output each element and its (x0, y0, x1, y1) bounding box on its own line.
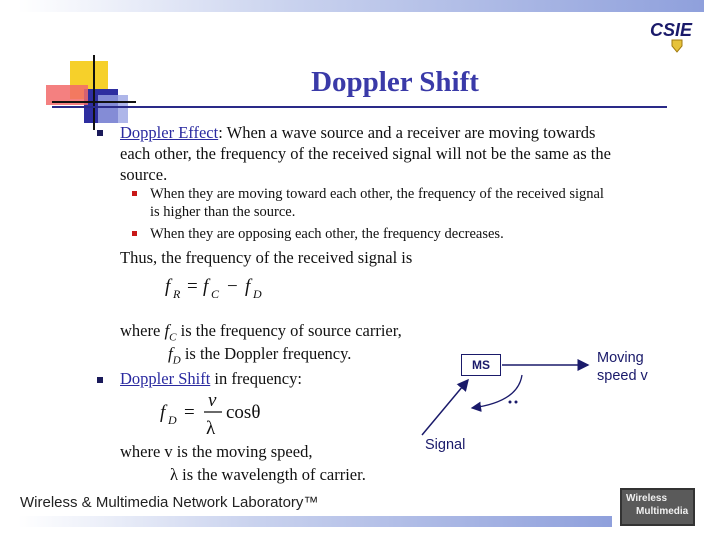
sub-bullet-text: When they are moving toward each other, the frequency of the received signal is higher than the source. (150, 186, 604, 220)
doppler-effect-link[interactable]: Doppler Effect (120, 123, 219, 142)
svg-text:R: R (173, 287, 181, 301)
svg-text:cosθ: cosθ (226, 402, 261, 423)
where-speed-text: where v is the moving speed, (120, 442, 313, 461)
logo-shield-icon (670, 38, 684, 54)
bullet-marker (97, 377, 103, 383)
ms-box: MS (461, 354, 501, 376)
svg-text:λ: λ (206, 418, 216, 439)
title-underline (52, 106, 667, 108)
svg-text:f: f (203, 276, 209, 297)
where-carrier-text: where $f_C$ is the frequency of source carrier, (120, 321, 402, 344)
doppler-diagram-arrows (400, 350, 600, 450)
page-title: Doppler Shift (311, 66, 479, 98)
svg-text:f: f (165, 276, 171, 297)
bottom-gradient-bar (18, 516, 612, 527)
received-frequency-formula (165, 272, 295, 307)
moving-speed-label: Moving speed v (597, 350, 648, 384)
doppler-frequency-formula (160, 388, 280, 445)
sub-bullet-text: When they are opposing each other, the frequency decreases. (150, 226, 504, 242)
decorative-corner-graphic (46, 55, 136, 130)
sub-bullet-marker (132, 231, 137, 236)
svg-text:D: D (168, 413, 177, 427)
svg-text:v: v (208, 390, 217, 411)
lab-name-footer: Wireless & Multimedia Network Laboratory™ (20, 494, 319, 511)
top-gradient-bar (18, 0, 704, 12)
svg-text:C: C (211, 287, 220, 301)
svg-text:=: = (184, 402, 195, 423)
signal-label: Signal (425, 437, 466, 453)
doppler-effect-paragraph: Doppler Effect: When a wave source and a receiver are moving towards each other, the frequency of the received signal will not be the same as the source. (120, 123, 611, 184)
thus-text: Thus, the frequency of the received signal is (120, 248, 413, 267)
bullet-marker (97, 130, 103, 136)
wireless-multimedia-logo: Wireless Multimedia (620, 488, 695, 526)
svg-text:−: − (227, 276, 238, 297)
doppler-shift-link[interactable]: Doppler Shift (120, 369, 211, 388)
where-wavelength-text: λ is the wavelength of carrier. (170, 465, 366, 484)
doppler-shift-paragraph: Doppler Shift in frequency: (120, 369, 302, 388)
svg-text:D: D (253, 287, 262, 301)
where-doppler-text: $f_D$ is the Doppler frequency. (168, 344, 352, 367)
svg-text:=: = (187, 276, 198, 297)
csie-logo: CSIE (650, 20, 693, 40)
svg-text:f: f (160, 402, 166, 423)
svg-text:f: f (245, 276, 251, 297)
sub-bullet-marker (132, 191, 137, 196)
